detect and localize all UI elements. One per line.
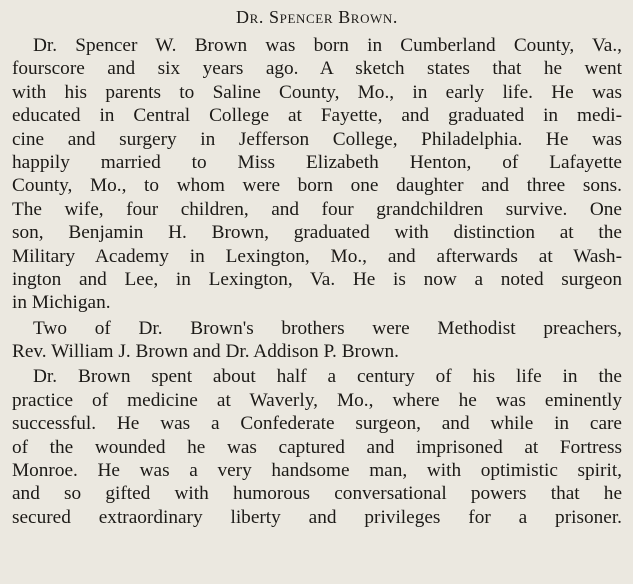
paragraph-biography [12, 34, 622, 315]
text-line: secured extraordinary liberty and privileges for a prisoner. [12, 506, 622, 528]
text-line: in Michigan. [12, 292, 111, 314]
text-line: fourscore and six years ago. A sketch states that he went [12, 58, 622, 80]
text-line: son, Benjamin H. Brown, graduated with distinction at the [12, 222, 622, 244]
text-line: Military Academy in Lexington, Mo., and afterwards at Wash- [12, 245, 622, 267]
text-line: The wife, four children, and four grandchildren survive. One [12, 198, 622, 220]
text-line: cine and surgery in Jefferson College, Philadelphia. He was [12, 128, 622, 150]
paragraph-career [12, 365, 622, 529]
text-line: successful. He was a Confederate surgeon, and while in care [12, 413, 622, 435]
text-line: with his parents to Saline County, Mo., in early life. He was [12, 81, 622, 103]
text-line: and so gifted with humorous conversational powers that he [12, 483, 622, 505]
text-line: Dr. Brown spent about half a century of his life in the [33, 366, 622, 388]
text-line: educated in Central College at Fayette, and graduated in medi- [12, 105, 622, 127]
page-title: Dr. Spencer Brown. [235, 7, 399, 27]
text-line: Two of Dr. Brown's brothers were Methodist preachers, [33, 317, 622, 339]
paragraph-brothers [12, 317, 622, 364]
text-line: Dr. Spencer W. Brown was born in Cumberland County, Va., [33, 35, 622, 56]
text-line: ington and Lee, in Lexington, Va. He is now a noted surgeon [12, 268, 622, 290]
text-line: Monroe. He was a very handsome man, with optimistic spirit, [12, 460, 622, 482]
text-line: practice of medicine at Waverly, Mo., where he was eminently [12, 389, 622, 411]
text-line: of the wounded he was captured and imprisoned at Fortress [12, 436, 622, 458]
text-line: happily married to Miss Elizabeth Henton, of Lafayette [12, 151, 622, 173]
text-line: Rev. William J. Brown and Dr. Addison P. Brown. [12, 341, 399, 363]
text-line: County, Mo., to whom were born one daughter and three sons. [12, 175, 622, 197]
